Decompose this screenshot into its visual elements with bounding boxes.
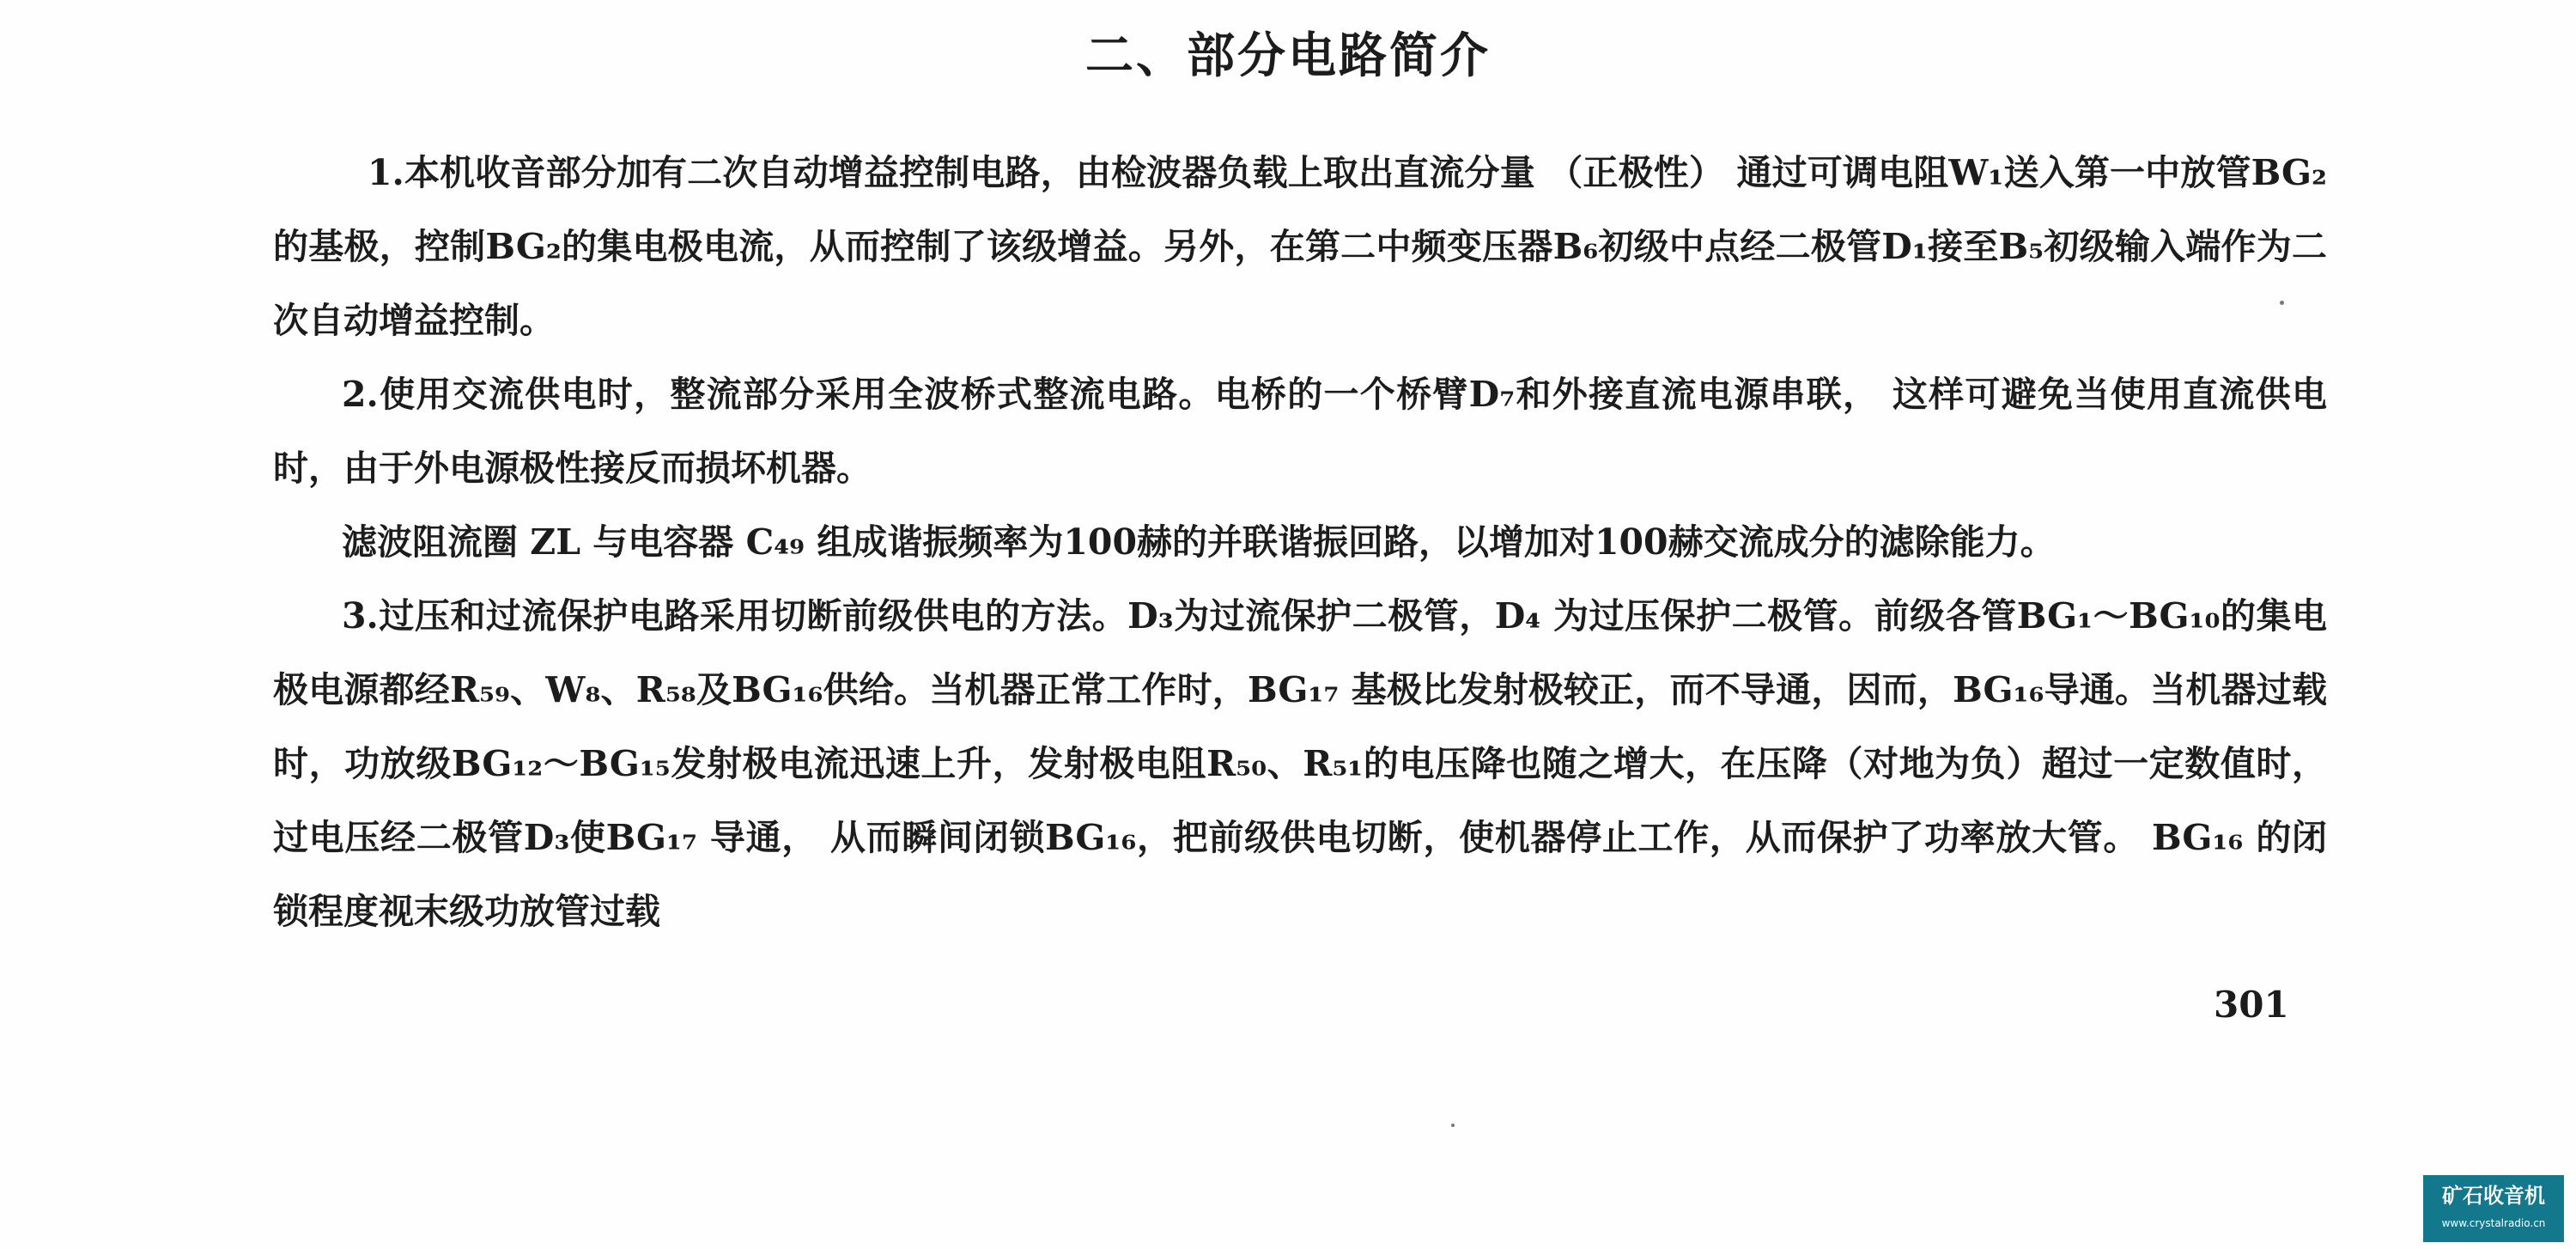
site-watermark-logo [2423, 1175, 2564, 1242]
paragraph-filter: 滤波阻流圈 ZL 与电容器 C₄₉ 组成谐振频率为100赫的并联谐振回路，以增加对100赫交流成分的滤除能力。 [342, 521, 2056, 563]
section-title: 二、部分电路简介 [1085, 28, 1491, 84]
paragraph-agc: 1.本机收音部分加有二次自动增益控制电路，由检波器负载上取出直流分量 （正极性） 通过可调电阻W₁送入第一中放管BG₂的基极，控制BG₂的集电极电流，从而控制了该级增益。另外，在第二中频变压器B₆初级中点经二极管D₁接至B₅初级输入端作为二次自动增益控制。 [273, 152, 2327, 341]
scan-speck [2280, 301, 2284, 305]
page-number: 301 [2214, 984, 2289, 1026]
watermark-name: 矿石收音机 [2442, 1184, 2545, 1208]
paragraph-rectifier: 2.使用交流供电时，整流部分采用全波桥式整流电路。电桥的一个桥臂D₇和外接直流电源串联， 这样可避免当使用直流供电时，由于外电源极性接反而损坏机器。 [273, 374, 2327, 489]
watermark-url: www.crystalradio.cn [2441, 1217, 2546, 1229]
paragraph-protection: 3.过压和过流保护电路采用切断前级供电的方法。D₃为过流保护二极管，D₄ 为过压保护二极管。前级各管BG₁～BG₁₀的集电极电源都经R₅₉、W₈、R₅₈及BG₁₆供给。当机器正常工作时，BG₁₇ 基极比发射极较正，而不导通，因而，BG₁₆导通。当机器过载时，功放级BG₁₂～BG₁₅发射极电流迅速上升，发射极电阻R₅₀、R₅₁的电压降也随之增大，在压降（对地为负）超过一定数值时，过电压经二极管D₃使BG₁₇ 导通， 从而瞬间闭锁BG₁₆，把前级供电切断，使机器停止工作，从而保护了功率放大管。 BG₁₆ 的闭锁程度视末级功放管过载 [273, 595, 2327, 932]
body-text [273, 136, 2327, 948]
scan-speck [1451, 1124, 1455, 1127]
